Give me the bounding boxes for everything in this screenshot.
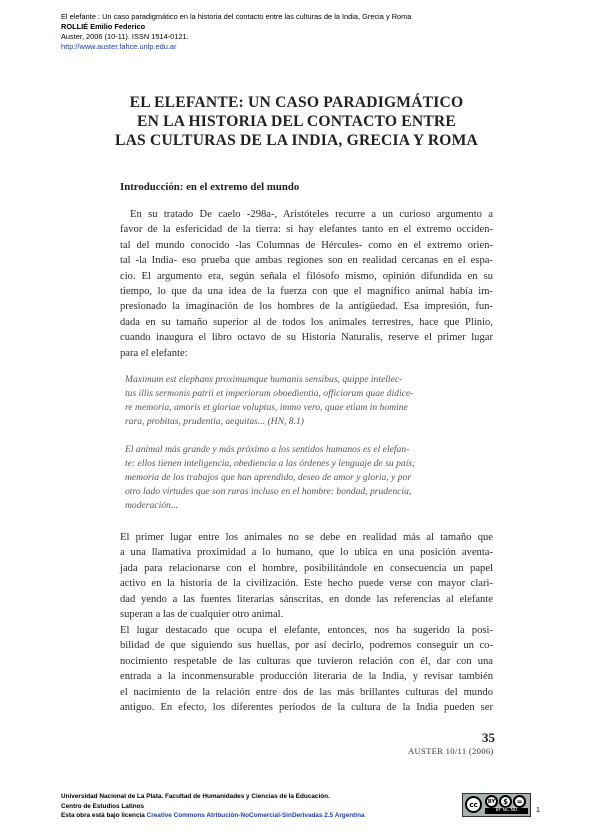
- citation-author: ROLLIÉ Emilio Federico: [61, 22, 146, 31]
- paragraph-line: jada para relacionarse con el hombre, posibilitándole en consecuencia un papel: [120, 562, 493, 574]
- journal-reference: AUSTER 10/11 (2006): [408, 746, 494, 756]
- paragraph-line: tiempo, lo que da una idea de la fuerza con que el magnífico animal había im-: [120, 286, 493, 298]
- paragraph-line: dada en su tamaño superior al de todos los animales terrestres, hace que Plinio,: [120, 316, 493, 328]
- quote-line: tus illis sermonis patrii et imperiorum oboedientia, officiorum quae didice-: [125, 388, 414, 399]
- paragraph-line: a una llamativa proximidad a lo humano, que lo ubica en una posición aventa-: [120, 547, 493, 559]
- spanish-quote: [125, 443, 470, 513]
- paragraph-line: favor de la esfericidad de la tierra: si hay elefantes tanto en el extremo occiden-: [120, 224, 493, 236]
- citation-title: El elefante : Un caso paradigmático en la historia del contacto entre las culturas de la India, Grecia y Roma: [61, 12, 412, 21]
- title-line-3: LAS CULTURAS DE LA INDIA, GRECIA Y ROMA: [114, 132, 479, 149]
- footer: [61, 792, 365, 821]
- paragraph-line: activo en la historia de la civilización. Este hecho puede verse con mayor clari-: [120, 578, 493, 590]
- paragraph-line: para el elefante:: [120, 347, 188, 359]
- paragraph-line: el nacimiento de la relación entre dos de las más brillantes culturas del mundo: [120, 686, 493, 698]
- nd-icon: =: [513, 795, 526, 808]
- latin-quote: [125, 373, 470, 429]
- paragraph-line: superan a las de cualquier otro animal.: [120, 609, 284, 621]
- section-heading: Introducción: en el extremo del mundo: [120, 181, 300, 193]
- quote-line: El animal más grande y más próximo a los sentidos humanos es el elefan-: [125, 444, 410, 455]
- paragraph-3: [120, 623, 493, 715]
- paragraph-line: tal del mundo conocido -las Columnas de Hércules- como en el extremo orien-: [120, 239, 493, 251]
- paragraph-line: En su tratado De caelo -298a-, Aristóteles recurre a un curioso argumento a: [130, 209, 493, 220]
- creative-commons-badge[interactable]: [462, 793, 531, 817]
- paragraph-line: cio. El argumento era, según señala el filósofo mismo, opinión difundida en su: [120, 270, 493, 282]
- paragraph-line: entrada a la inconmensurable producción literaria de la India, y revisar también: [120, 671, 493, 683]
- institution-line: Universidad Nacional de La Plata. Facultad de Humanidades y Ciencias de la Educación.: [61, 793, 330, 800]
- paragraph-line: bilidad de que siguiendo sus huellas, por así decirlo, podremos conseguir un co-: [120, 640, 493, 652]
- by-icon: BY: [485, 795, 498, 808]
- paragraph-line: El primer lugar entre los animales no se debe en realidad más al tamaño que: [120, 532, 493, 543]
- quote-line: re memoria, amoris et gloriae voluptas, immo vero, quae etiam in homine: [125, 402, 408, 413]
- paragraph-line: El lugar destacado que ocupa el elefante, entonces, nos ha sugerido la posi-: [120, 625, 493, 636]
- cc-icon: cc: [465, 796, 482, 813]
- center-line: Centro de Estudios Latinos: [61, 802, 145, 810]
- title-line-1: EL ELEFANTE: UN CASO PARADIGMÁTICO: [129, 94, 464, 111]
- source-link[interactable]: http://www.auster.fahce.unlp.edu.ar: [61, 42, 177, 51]
- paragraph-line: dad yendo a las fuentes literarias sánscritas, en donde las referencias al elefante: [120, 593, 493, 605]
- license-line: [61, 811, 365, 821]
- citation-issn: Auster, 2006 (10-11). ISSN 1514-0121.: [61, 32, 189, 41]
- paragraph-line: presionado la imaginación de los hombres de la antigüedad. Esa impresión, fun-: [120, 301, 493, 313]
- license-prefix: Esta obra está bajo licencia: [61, 812, 147, 819]
- paragraph-line: tal -la India- eso prueba que ambas regiones son en realidad cercanas en el espa-: [120, 255, 493, 267]
- quote-line: moderación...: [125, 500, 179, 511]
- corner-page-number: 1: [536, 807, 540, 814]
- paragraph-line: cuando inaugura el libro octavo de su Historia Naturalis, reserve el primer lugar: [120, 332, 493, 344]
- quote-line: te: ellos tienen inteligencia, obediencia a las órdenes y lenguaje de su país,: [125, 458, 415, 469]
- document-metadata: [61, 12, 411, 52]
- license-link[interactable]: Creative Commons Atribución-NoComercial-SinDerivadas 2.5 Argentina: [146, 812, 365, 819]
- page-number: 35: [482, 730, 495, 745]
- quote-line: memoria de los trabajos que han aprendido, deseo de amor y gloria, y por: [125, 472, 412, 483]
- paragraph-1: [120, 207, 493, 361]
- article-title: [0, 93, 593, 150]
- quote-line: rara, probitas, prudentia, aequitas... (HN, 8.1): [125, 416, 304, 427]
- quote-line: otro lado virtudes que son raras incluso en el hombre: bondad, prudencia,: [125, 486, 412, 497]
- title-line-2: EN LA HISTORIA DEL CONTACTO ENTRE: [137, 113, 456, 130]
- paragraph-line: nocimiento respetable de las culturas que tuvieron relación con él, dar con una: [120, 655, 493, 667]
- license-bar: BY NC ND: [485, 808, 528, 814]
- nc-icon: $: [499, 795, 512, 808]
- paragraph-2: [120, 530, 493, 622]
- quote-line: Maximum est elephans proximumque humanis sensibus, quippe intellec-: [125, 374, 403, 385]
- paragraph-line: antiguo. En efecto, los diferentes períodos de la cultura de la India pueden ser: [120, 702, 493, 714]
